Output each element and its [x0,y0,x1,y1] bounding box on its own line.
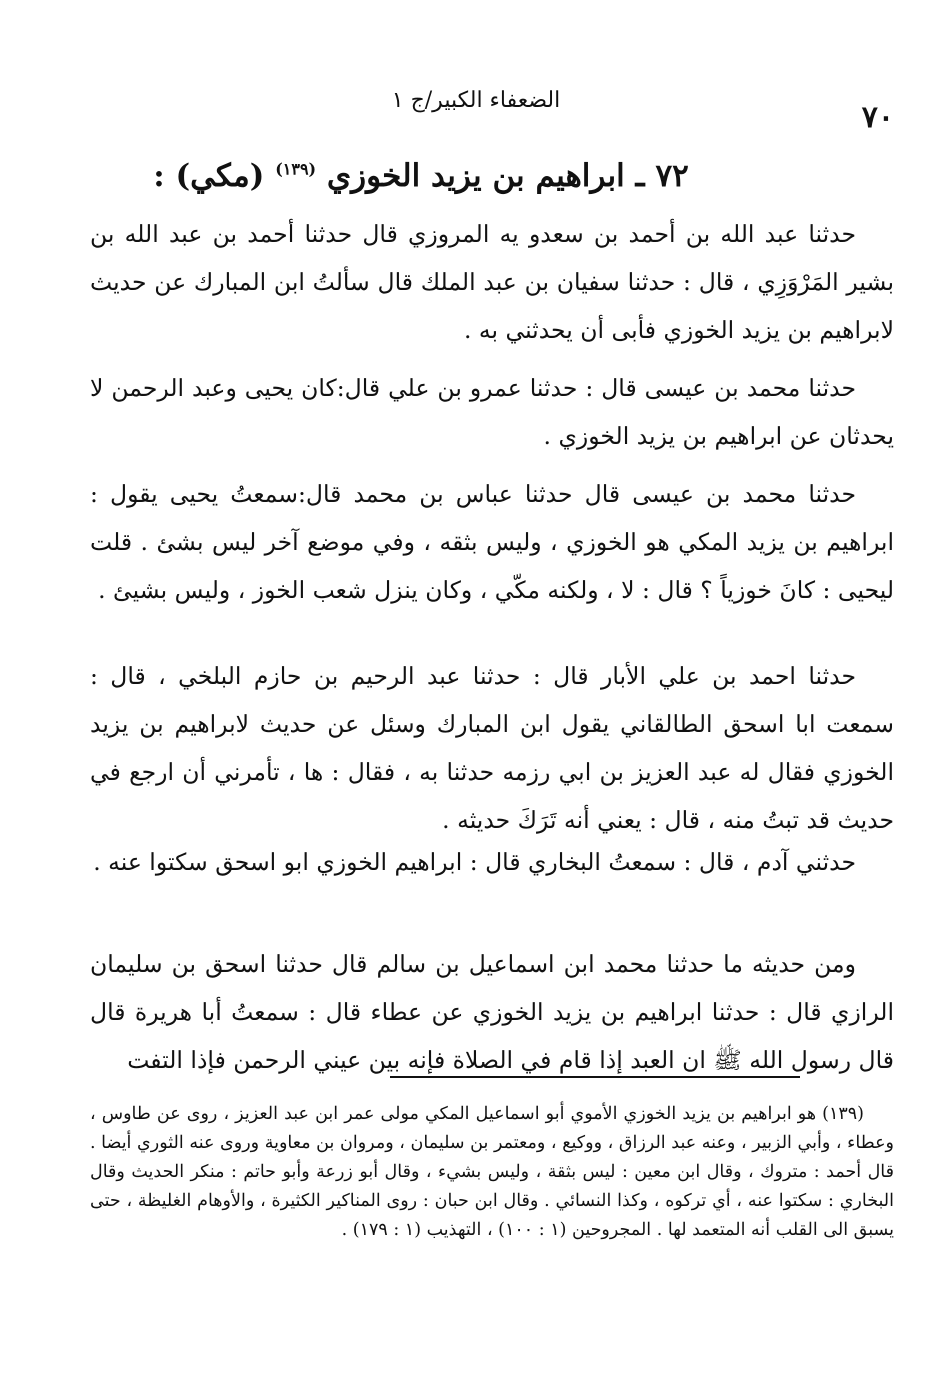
narration-paragraph-2: حدثنا محمد بن عيسى قال : حدثنا عمرو بن علي قال:كان يحيى وعبد الرحمن لا يحدثان عن ابراهيم بن يزيد الخوزي . [90,374,894,450]
footnote-reference: ١٣٩ [282,159,309,179]
narration-paragraph-5: حدثني آدم ، قال : سمعتُ البخاري قال : ابراهيم الخوزي ابو اسحق سكتوا عنه . [93,848,856,876]
footnote-text: (١٣٩) هو ابراهيم بن يزيد الخوزي الأموي أبو اسماعيل المكي مولى عمر ابن عبد العزيز ، روى عن طاوس ، وعطاء ، وأبي الزبير ، وعنه عبد الرزاق ، ووكيع ، ومعتمر بن سليمان ، ومروان بن معاوية وروى عنه الثوري أيضا . قال أحمد : متروك ، وقال ابن معين : ليس بثقة ، وليس بشيء ، وقال أبو زرعة وأبو حاتم : منكر الحديث وقال البخاري : سكتوا عنه ، أي تركوه ، وكذا النسائي . وقال ابن حبان : روى المناكير الكثيرة ، والأوهام الغليظة ، حتى يسبق الى القلب أنه المتعمد لها . المجروحين (١ : ١٠٠) ، التهذيب (١ : ١٧٩) . [90,1104,894,1240]
narration-paragraph-4: حدثنا احمد بن علي الأبار قال : حدثنا عبد الرحيم بن حازم البلخي ، قال : سمعت ابا اسحق الطالقاني يقول ابن المبارك وسئل عن حديث لابراهيم بن يزيد الخوزي فقال له عبد العزيز بن ابي رزمه حدثنا به ، فقال : ها ، تأمرني أن ارجع في حديث قد تبتُ منه ، قال : يعني أنه تَرَكَ حديثه . [90,662,894,834]
narration-paragraph-3: حدثنا محمد بن عيسى قال حدثنا عباس بن محمد قال:سمعتُ يحيى يقول : ابراهيم بن يزيد المكي هو الخوزي ، وليس بثقه ، وفي موضع آخر ليس بشئ . قلت ليحيى : كانَ خوزياً ؟ قال : لا ، ولكنه مكّي ، وكان ينزل شعب الخوز ، وليس بشيئ . [90,480,894,604]
entry-title-tail: (مكي) : [153,158,265,194]
narration-paragraph-1: حدثنا عبد الله بن أحمد بن سعدو يه المروزي قال حدثنا أحمد بن عبد الله بن بشير المَرْوَزِي ، قال : حدثنا سفيان بن عبد الملك قال سألتُ ابن المبارك عن حديث لابراهيم بن يزيد الخوزي فأبى أن يحدثني به . [90,220,894,344]
entry-heading: ٧٢ ـ ابراهيم بن يزيد الخوزي $^{(١٣٩)}$ (مكي) : [153,158,689,194]
running-title: الضعفاء الكبير/ج ١ [391,88,561,113]
page-number: ٧٠ [861,100,894,135]
narration-paragraph-6: ومن حديثه ما حدثنا محمد ابن اسماعيل بن سالم قال حدثنا اسحق بن سليمان الرازي قال : حدثنا ابراهيم بن يزيد الخوزي عن عطاء قال : سمعتُ أبا هريرة قال قال رسول الله ﷺ ان العبد إذا قام في الصلاة فإنه بين عيني الرحمن فإذا التفت [90,950,894,1074]
entry-title: ٧٢ ـ ابراهيم بن يزيد الخوزي [326,158,689,194]
footnote-divider [390,1076,800,1078]
